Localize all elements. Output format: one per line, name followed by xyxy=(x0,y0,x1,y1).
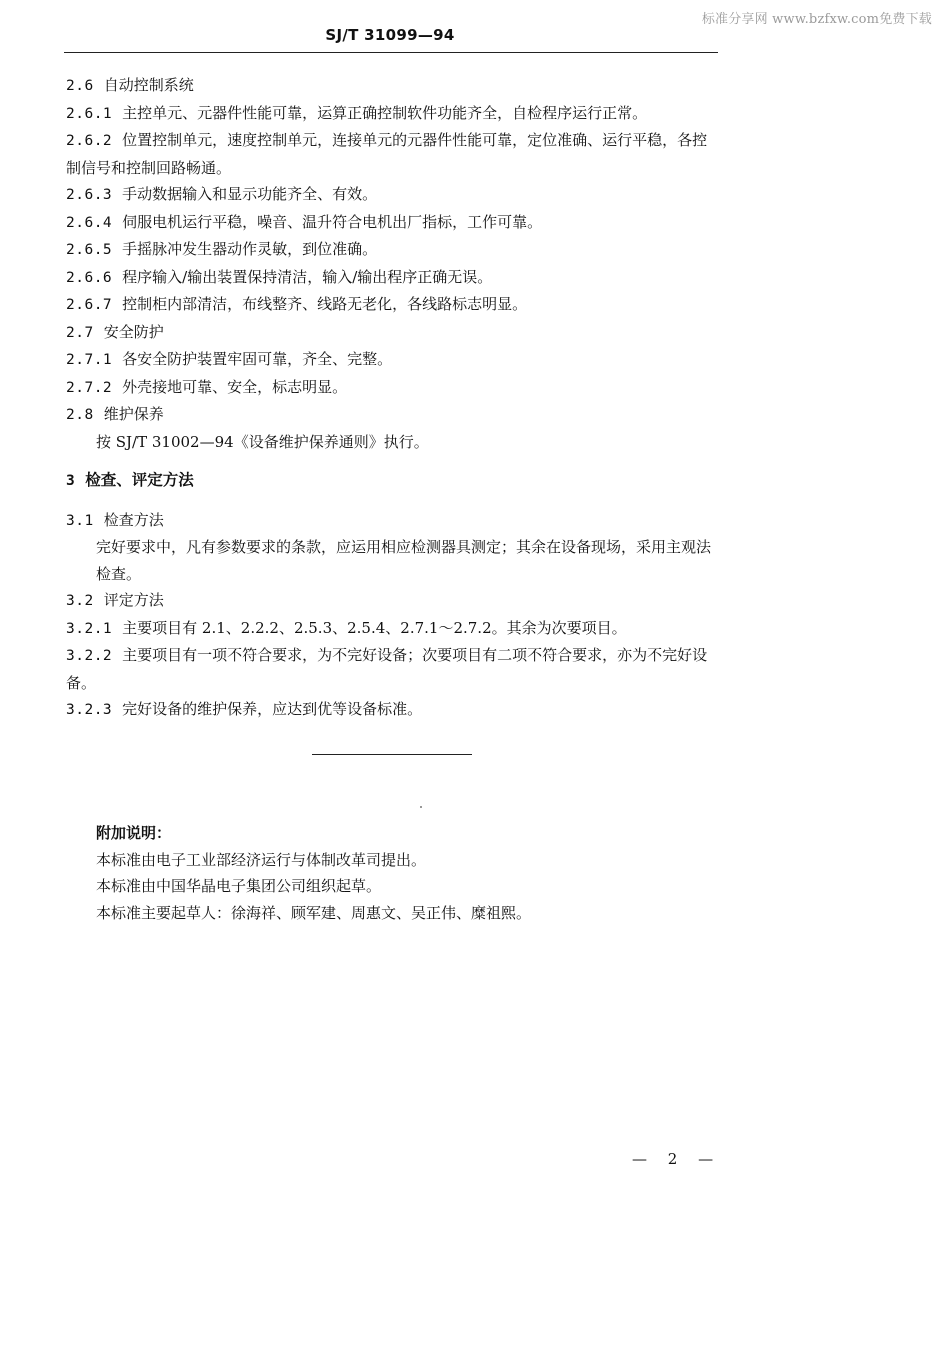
clause-3-2: 3.2 评定方法 xyxy=(66,591,164,609)
appendix-line: 本标准由中国华晶电子集团公司组织起草。 xyxy=(96,877,382,895)
clause-2-6: 2.6 自动控制系统 xyxy=(66,76,194,94)
clause-2-6-4: 2.6.4 伺服电机运行平稳，噪音、温升符合电机出厂指标，工作可靠。 xyxy=(66,212,543,231)
clause-2-6-3: 2.6.3 手动数据输入和显示功能齐全、有效。 xyxy=(66,185,378,203)
appendix-line: 本标准由电子工业部经济运行与体制改革司提出。 xyxy=(96,850,427,869)
clause-3-2-1: 3.2.1 主要项目有 2.1、2.2.2、2.5.3、2.5.4、2.7.1～2.7.2。其余为次要项目。 xyxy=(66,618,627,637)
clause-2-8-body: 按 SJ/T 31002—94《设备维护保养通则》执行。 xyxy=(96,432,429,451)
scan-speck xyxy=(420,806,422,808)
clause-2-7-2: 2.7.2 外壳接地可靠、安全，标志明显。 xyxy=(66,377,348,396)
clause-2-7-1: 2.7.1 各安全防护装置牢固可靠，齐全、完整。 xyxy=(66,350,393,368)
section-3-heading: 3 检查、评定方法 xyxy=(66,470,194,489)
page-number: — 2 — xyxy=(632,1150,722,1168)
clause-3-1-body: 完好要求中，凡有参数要求的条款，应运用相应检测器具测定；其余在设备现场，采用主观法检查。 xyxy=(96,538,712,583)
clause-2-7: 2.7 安全防护 xyxy=(66,322,164,341)
clause-2-6-6: 2.6.6 程序输入/输出装置保持清洁，输入/输出程序正确无误。 xyxy=(66,267,493,286)
watermark-text: 标准分享网 www.bzfxw.com免费下载 xyxy=(701,12,932,27)
clause-3-2-3: 3.2.3 完好设备的维护保养，应达到优等设备标准。 xyxy=(66,700,423,718)
clause-2-6-1: 2.6.1 主控单元、元器件性能可靠，运算正确控制软件功能齐全，自检程序运行正常。 xyxy=(66,103,648,122)
appendix-title: 附加说明： xyxy=(96,824,172,842)
clause-2-6-2: 2.6.2 位置控制单元，速度控制单元，连接单元的元器件性能可靠，定位准确、运行平稳，各控制信号和控制回路畅通。 xyxy=(66,131,708,177)
appendix-notes xyxy=(96,820,531,926)
header-rule xyxy=(64,52,718,53)
clause-3-2-2: 3.2.2 主要项目有一项不符合要求，为不完好设备；次要项目有二项不符合要求，亦为不完好设备。 xyxy=(66,646,708,692)
appendix-line: 本标准主要起草人：徐海祥、顾军建、周惠文、吴正伟、糜祖熙。 xyxy=(96,903,532,922)
end-of-standard-rule xyxy=(312,754,472,755)
clause-2-8: 2.8 维护保养 xyxy=(66,405,164,423)
clause-2-6-7: 2.6.7 控制柜内部清洁，布线整齐、线路无老化，各线路标志明显。 xyxy=(66,295,528,313)
clause-3-1: 3.1 检查方法 xyxy=(66,510,164,529)
clause-2-6-5: 2.6.5 手摇脉冲发生器动作灵敏，到位准确。 xyxy=(66,240,378,258)
standard-code-header: SJ/T 31099—94 xyxy=(325,26,455,44)
document-body xyxy=(66,72,722,724)
